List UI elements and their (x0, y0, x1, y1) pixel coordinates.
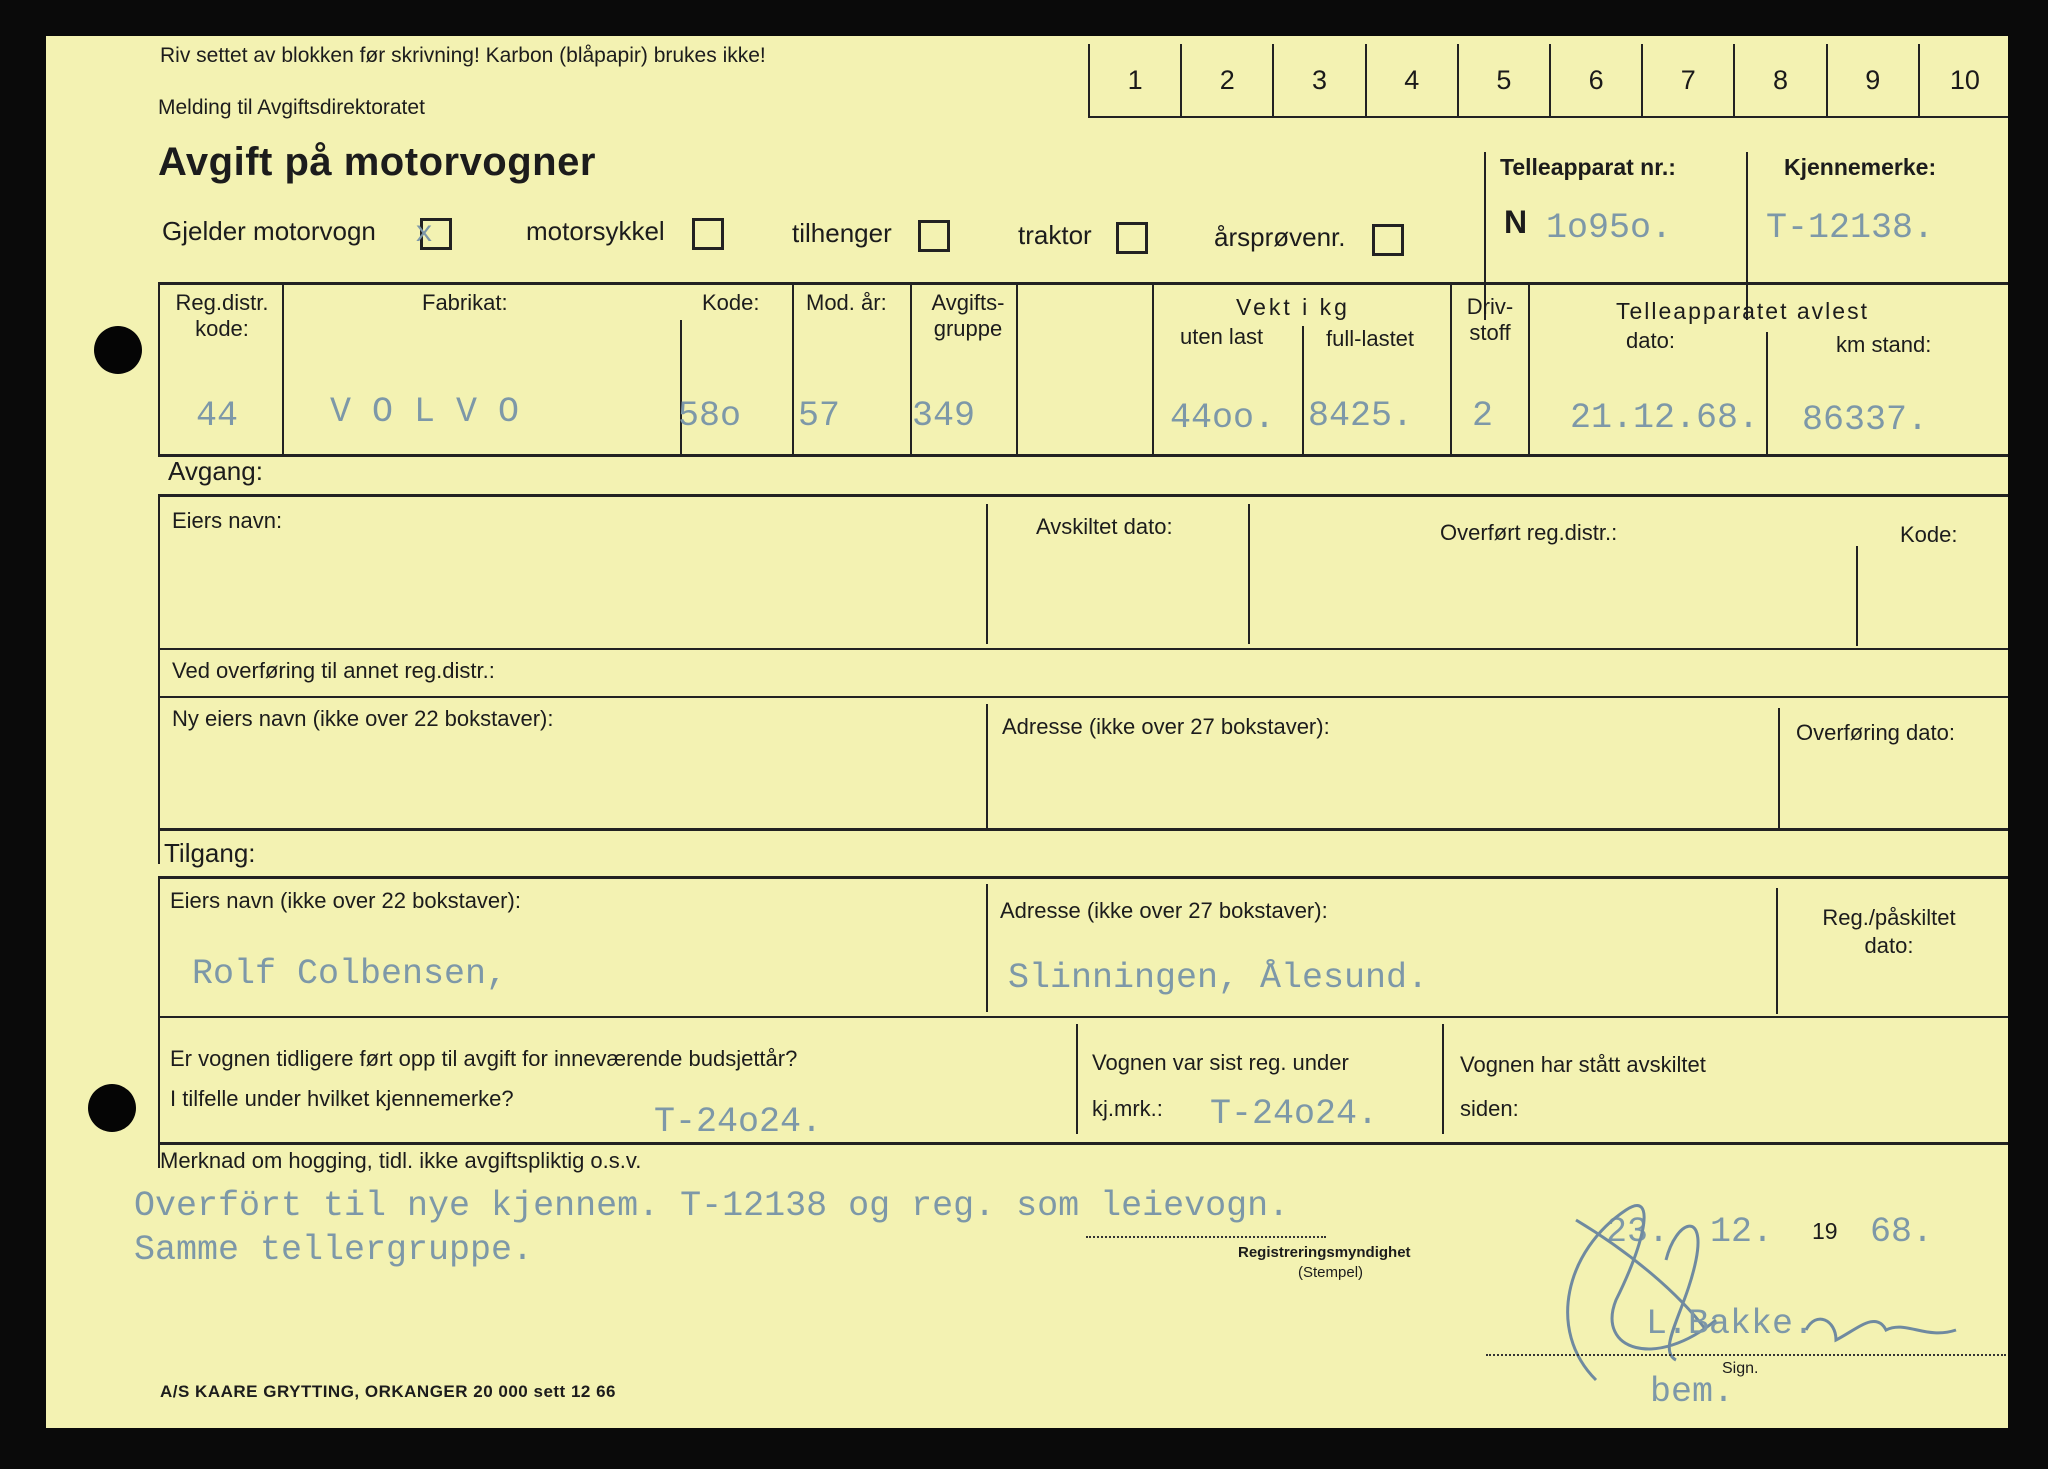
header-telle-avlest: Telleapparatet avlest (1616, 298, 1869, 324)
number-box: 2 (1182, 44, 1274, 116)
label-tilgang-adresse: Adresse (ikke over 27 bokstaver): (1000, 898, 1328, 923)
tilgang-top-line (158, 876, 2008, 879)
date-month: 12. (1710, 1212, 1774, 1252)
label-siden: siden: (1460, 1096, 1519, 1121)
label-reg-paaskiltet: Reg./påskiltet dato: (1822, 905, 1956, 958)
plate-label: Kjennemerke: (1784, 154, 1937, 180)
divider (1248, 504, 1250, 644)
date-year: 68. (1870, 1212, 1934, 1252)
divider (282, 282, 284, 456)
header-kode: Kode: (702, 290, 760, 315)
header-drivstoff: Driv- stoff (1466, 294, 1514, 345)
label-kode: Kode: (1900, 522, 1958, 547)
value-dato: 21.12.68. (1570, 398, 1760, 438)
label-avskiltet-dato: Avskiltet dato: (1036, 514, 1173, 539)
label-merknad: Merknad om hogging, tidl. ikke avgiftspliktig o.s.v. (160, 1148, 642, 1173)
label-overforing-dato: Overføring dato: (1796, 720, 1955, 745)
checkbox-mark: x (415, 217, 434, 251)
option-tilhenger: tilhenger (792, 218, 892, 248)
value-tilgang-adresse: Slinningen, Ålesund. (1008, 958, 1429, 998)
option-motorsykkel: motorsykkel (526, 216, 665, 246)
label-kjmrk: kj.mrk.: (1092, 1096, 1163, 1121)
value-avgiftsgruppe: 349 (912, 396, 976, 436)
number-box: 10 (1949, 64, 1980, 95)
number-box: 7 (1643, 44, 1735, 116)
value-full-lastet: 8425. (1308, 396, 1414, 436)
number-box: 1 (1090, 44, 1182, 116)
meter-label: Telleapparat nr.: (1500, 154, 1676, 180)
value-tilgang-eiers-navn: Rolf Colbensen, (192, 954, 508, 994)
value-question: T-24o24. (654, 1102, 823, 1142)
header-dato: dato: (1626, 328, 1675, 353)
header-vekt: Vekt i kg (1236, 294, 1350, 320)
checkbox-traktor[interactable] (1116, 222, 1148, 254)
punch-hole (94, 326, 142, 374)
checkbox-tilhenger[interactable] (918, 220, 950, 252)
label-overfort-regdistr: Overført reg.distr.: (1440, 520, 1618, 545)
form-title: Avgift på motorvogner (158, 140, 596, 184)
label-staatt: Vognen har stått avskiltet (1460, 1052, 1706, 1077)
divider (158, 876, 160, 1168)
divider (1746, 152, 1748, 320)
label-adresse: Adresse (ikke over 27 bokstaver): (1002, 714, 1330, 739)
divider (1450, 282, 1452, 456)
divider (1016, 282, 1018, 456)
divider (986, 504, 988, 644)
header-fabrikat: Fabrikat: (422, 290, 508, 315)
divider (1076, 1024, 1078, 1134)
header-full-lastet: full-lastet (1326, 326, 1415, 351)
number-box: 8 (1735, 44, 1827, 116)
value-uten-last: 44oo. (1170, 398, 1276, 438)
avgang-bottom-line (158, 828, 2008, 831)
printer-text: A/S KAARE GRYTTING, ORKANGER 20 000 sett 12 66 (160, 1382, 616, 1401)
bem-text: bem. (1650, 1372, 1735, 1412)
line (158, 696, 2008, 698)
header-modaar: Mod. år: (806, 290, 887, 315)
divider (1778, 708, 1780, 828)
divider (1152, 282, 1154, 456)
number-box: 4 (1367, 44, 1459, 116)
divider (158, 494, 160, 864)
checkbox-aarsprovenr[interactable] (1372, 224, 1404, 256)
avgang-top-line (158, 494, 2008, 497)
divider (1528, 282, 1530, 456)
label-sign: Sign. (1722, 1360, 1759, 1377)
recipient-text: Melding til Avgiftsdirektoratet (158, 96, 425, 119)
label-question2: I tilfelle under hvilket kjennemerke? (170, 1086, 514, 1111)
date-day: 23. (1606, 1212, 1670, 1252)
label-sist-reg: Vognen var sist reg. under (1092, 1050, 1349, 1075)
meter-value: 1o95o. (1546, 208, 1673, 248)
label-ny-eiers-navn: Ny eiers navn (ikke over 22 bokstaver): (172, 706, 554, 731)
divider (1856, 546, 1858, 646)
label-authority: Registreringsmyndighet (1238, 1244, 1411, 1261)
divider (986, 884, 988, 1012)
section-tilgang: Tilgang: (164, 838, 256, 868)
label-tilgang-eiers-navn: Eiers navn (ikke over 22 bokstaver): (170, 888, 521, 913)
table-bottom-line (158, 454, 2008, 457)
plate-value: T-12138. (1766, 208, 1935, 248)
divider (1776, 888, 1778, 1014)
label-question1: Er vognen tidligere ført opp til avgift for inneværende budsjettår? (170, 1046, 798, 1071)
punch-hole (88, 1084, 136, 1132)
checkbox-motorsykkel[interactable] (692, 218, 724, 250)
value-regdistr: 44 (196, 396, 239, 436)
label-eiers-navn: Eiers navn: (172, 508, 283, 533)
form-sheet (46, 36, 2008, 1428)
signer-name: L.Bakke. (1646, 1304, 1815, 1344)
header-uten-last: uten last (1180, 324, 1264, 349)
number-box: 5 (1459, 44, 1551, 116)
tilgang-bottom-line (158, 1142, 2008, 1145)
number-box-strip (1088, 44, 2008, 118)
option-traktor: traktor (1018, 220, 1092, 250)
header-km-stand: km stand: (1836, 332, 1932, 357)
number-box: 3 (1274, 44, 1366, 116)
table-top-line (158, 282, 2008, 285)
remarks-line1: Overfört til nye kjennem. T-12138 og reg. som leievogn. (134, 1186, 1290, 1226)
divider (1442, 1024, 1444, 1134)
value-modaar: 57 (798, 396, 841, 436)
date-century: 19 (1812, 1218, 1838, 1244)
line (158, 648, 2008, 650)
remarks-line2: Samme tellergruppe. (134, 1230, 534, 1270)
header-avgiftsgruppe: Avgifts- gruppe (931, 290, 1005, 341)
dotted-line (1486, 1354, 2006, 1356)
vehicle-type-prefix: Gjelder motorvogn (162, 216, 376, 246)
value-kode: 58o (678, 396, 742, 436)
value-fabrikat: V O L V O (330, 392, 520, 432)
divider (1766, 332, 1768, 456)
divider (158, 282, 160, 456)
label-ved-overforing: Ved overføring til annet reg.distr.: (172, 658, 495, 683)
dotted-line (1086, 1236, 1326, 1238)
label-stamp: (Stempel) (1298, 1264, 1364, 1281)
value-kjmrk: T-24o24. (1210, 1094, 1379, 1134)
divider (1302, 326, 1304, 456)
value-drivstoff: 2 (1472, 396, 1494, 436)
checkbox-motorvogn[interactable] (415, 217, 452, 251)
header-regdistr: Reg.distr. kode: (175, 290, 269, 341)
section-avgang: Avgang: (168, 456, 263, 486)
instruction-text: Riv settet av blokken før skrivning! Karbon (blåpapir) brukes ikke! (160, 44, 766, 67)
divider (792, 282, 794, 456)
number-box: 6 (1551, 44, 1643, 116)
number-box: 9 (1828, 44, 1920, 116)
line (158, 1016, 2008, 1018)
meter-prefix: N (1504, 204, 1528, 240)
value-km-stand: 86337. (1802, 400, 1929, 440)
divider (986, 704, 988, 828)
option-aarsprovenr: årsprøvenr. (1214, 222, 1346, 252)
